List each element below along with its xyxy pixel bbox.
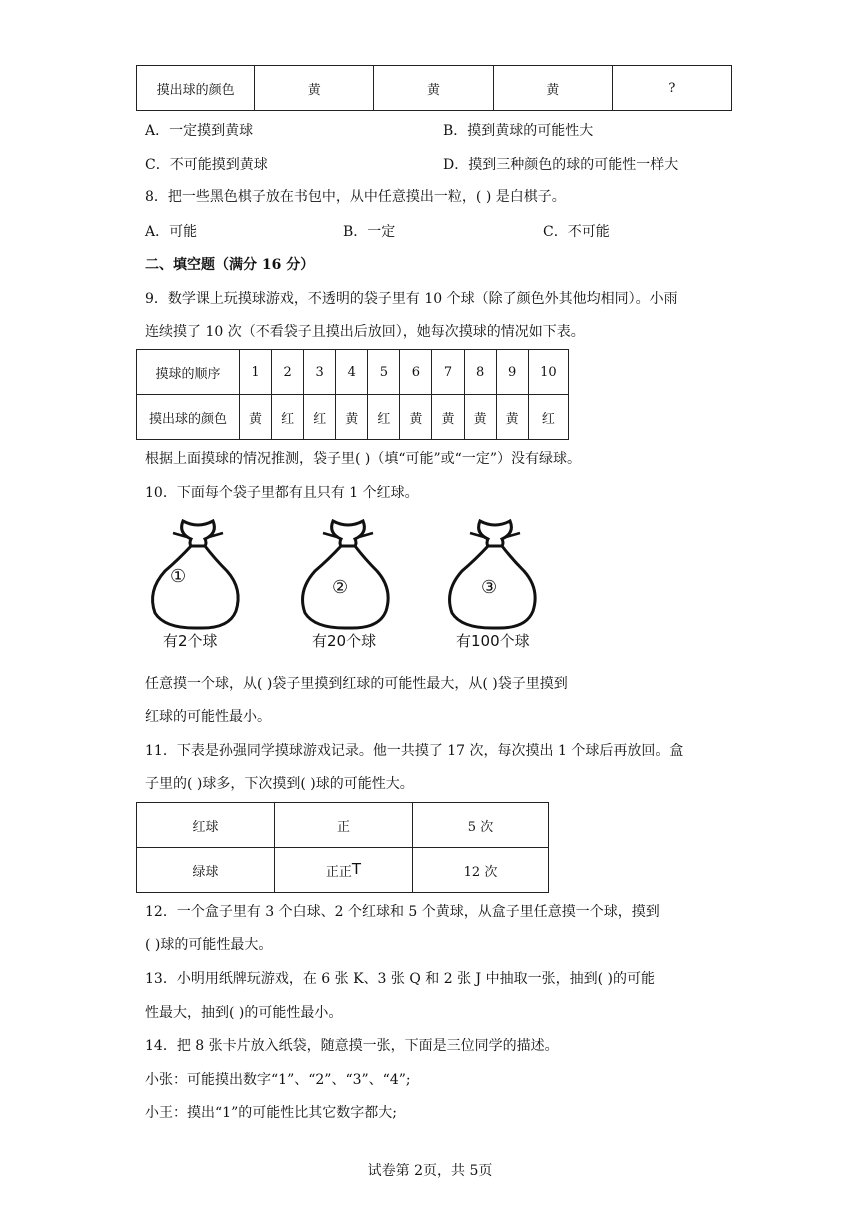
- q9-row2-header: 摸出球的颜色: [137, 395, 240, 440]
- top-table-cell: 黄: [374, 66, 493, 111]
- q9-order-cell: 2: [272, 350, 304, 395]
- q9-order-cell: 7: [432, 350, 464, 395]
- q11-tally-extra: T: [351, 860, 362, 878]
- q8-option-a[interactable]: A．可能: [145, 224, 198, 240]
- q9-color-cell: 红: [304, 395, 336, 440]
- q11-row-name: 红球: [137, 803, 275, 848]
- q9-order-cell: 8: [464, 350, 496, 395]
- q11-row-count: 12 次: [413, 848, 549, 893]
- page-footer: 试卷第 2页，共 5页: [367, 1163, 493, 1179]
- bag-1-label: 有2个球: [163, 632, 218, 650]
- q11-row-name: 绿球: [137, 848, 275, 893]
- top-table-cell: 黄: [493, 66, 612, 111]
- q10-line1: 任意摸一个球，从( )袋子里摸到红球的可能性最大，从( )袋子里摸到: [145, 676, 568, 692]
- q11-row-tally: 正: [275, 803, 413, 848]
- q11-table: [136, 802, 549, 893]
- q9-line1: 9．数学课上玩摸球游戏，不透明的袋子里有 10 个球（除了颜色外其他均相同）。小雨: [145, 291, 678, 307]
- q8-option-c[interactable]: C．不可能: [543, 224, 610, 240]
- bag-3-label: 有100个球: [456, 632, 530, 650]
- bag-2-label: 有20个球: [312, 632, 377, 650]
- q11-line2: 子里的( )球多，下次摸到( )球的可能性大。: [145, 776, 414, 792]
- q9-order-cell: 1: [240, 350, 272, 395]
- q9-table: [136, 349, 569, 440]
- bag-1-number: ①: [170, 566, 187, 587]
- q7-option-a[interactable]: A．一定摸到黄球: [145, 123, 254, 139]
- top-table-cell: ?: [612, 66, 731, 111]
- q7-option-d[interactable]: D．摸到三种颜色的球的可能性一样大: [443, 157, 679, 173]
- q9-row1-header: 摸球的顺序: [137, 350, 240, 395]
- q13-line2: 性最大，抽到( )的可能性最小。: [145, 1005, 343, 1021]
- q7-option-c[interactable]: C．不可能摸到黄球: [145, 157, 268, 173]
- bag-2-number: ②: [332, 577, 349, 598]
- q7-option-b[interactable]: B．摸到黄球的可能性大: [443, 123, 594, 139]
- q9-color-cell: 黄: [464, 395, 496, 440]
- q14-line2: 小张：可能摸出数字“1”、“2”、“3”、“4”;: [145, 1072, 411, 1088]
- q8-question: 8．把一些黑色棋子放在书包中，从中任意摸出一粒，( ) 是白棋子。: [145, 189, 566, 205]
- top-color-table: [136, 65, 732, 111]
- q14-line1: 14．把 8 张卡片放入纸袋，随意摸一张，下面是三位同学的描述。: [145, 1038, 559, 1054]
- q9-color-cell: 黄: [432, 395, 464, 440]
- q10-line2: 红球的可能性最小。: [145, 709, 271, 725]
- q9-order-cell: 4: [336, 350, 368, 395]
- q11-row-tally: 正正: [325, 865, 352, 880]
- q9-color-cell: 黄: [496, 395, 528, 440]
- q8-option-b[interactable]: B．一定: [343, 224, 396, 240]
- q11-row-count: 5 次: [413, 803, 549, 848]
- q9-color-cell: 红: [368, 395, 400, 440]
- q9-color-cell: 红: [528, 395, 568, 440]
- q11-line1: 11．下表是孙强同学摸球游戏记录。他一共摸了 17 次，每次摸出 1 个球后再放回。盒: [145, 743, 684, 759]
- q9-order-cell: 6: [400, 350, 432, 395]
- q14-line3: 小王：摸出“1”的可能性比其它数字都大;: [145, 1105, 397, 1121]
- q9-order-cell: 5: [368, 350, 400, 395]
- q9-color-cell: 黄: [400, 395, 432, 440]
- q12-line1: 12．一个盒子里有 3 个白球、2 个红球和 5 个黄球，从盒子里任意摸一个球，摸到: [145, 904, 660, 920]
- q9-order-cell: 9: [496, 350, 528, 395]
- q12-line2: ( )球的可能性最大。: [145, 937, 273, 953]
- q9-line2: 连续摸了 10 次（不看袋子且摸出后放回），她每次摸球的情况如下表。: [145, 324, 585, 340]
- q13-line1: 13．小明用纸牌玩游戏，在 6 张 K、3 张 Q 和 2 张 J 中抽取一张，抽到( )的可能: [145, 971, 655, 987]
- q9-color-cell: 红: [272, 395, 304, 440]
- bag-3-number: ③: [481, 577, 498, 598]
- q9-color-cell: 黄: [240, 395, 272, 440]
- q9-fill-line: 根据上面摸球的情况推测，袋子里( )（填“可能”或“一定”）没有绿球。: [145, 451, 582, 467]
- q9-order-cell: 3: [304, 350, 336, 395]
- q10-line: 10．下面每个袋子里都有且只有 1 个红球。: [145, 485, 419, 501]
- q9-color-cell: 黄: [336, 395, 368, 440]
- top-table-cell: 黄: [255, 66, 374, 111]
- q9-order-cell: 10: [528, 350, 568, 395]
- q11-row-tally-cell: [275, 848, 413, 893]
- section-title: 二、填空题（满分 16 分）: [145, 257, 315, 273]
- top-table-header: 摸出球的颜色: [137, 66, 255, 111]
